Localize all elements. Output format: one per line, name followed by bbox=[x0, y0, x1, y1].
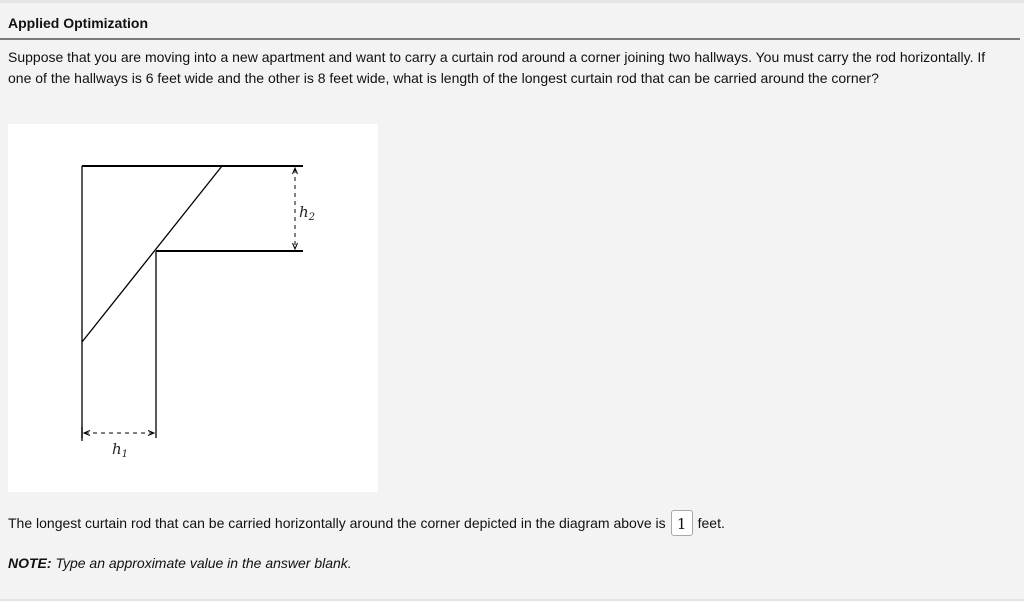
note-text: Type an approximate value in the answer blank. bbox=[55, 555, 352, 571]
hallway-diagram bbox=[8, 124, 378, 492]
h1-label: $h_1$ bbox=[112, 440, 129, 460]
answer-line bbox=[8, 509, 725, 537]
top-border bbox=[0, 0, 1024, 3]
title-divider bbox=[0, 38, 1020, 40]
note bbox=[8, 553, 352, 573]
curtain-rod bbox=[82, 166, 222, 342]
answer-suffix: feet. bbox=[697, 515, 725, 531]
problem-statement: Suppose that you are moving into a new apartment and want to carry a curtain rod around a corner joining two hallways. You must carry the rod horizontally. If one of the hallways is 6 feet wide and the other is 8 feet wide, what is length of the longest curtain rod that can be carried around the corner? bbox=[8, 49, 986, 86]
h2-label: $h_2$ bbox=[299, 203, 316, 223]
page-title: Applied Optimization bbox=[8, 15, 148, 31]
answer-input[interactable]: 1 bbox=[671, 510, 693, 536]
note-label: NOTE: bbox=[8, 555, 52, 571]
answer-prefix: The longest curtain rod that can be carried horizontally around the corner depicted in the diagram above is bbox=[8, 515, 666, 531]
hallway-diagram-svg bbox=[8, 124, 378, 492]
